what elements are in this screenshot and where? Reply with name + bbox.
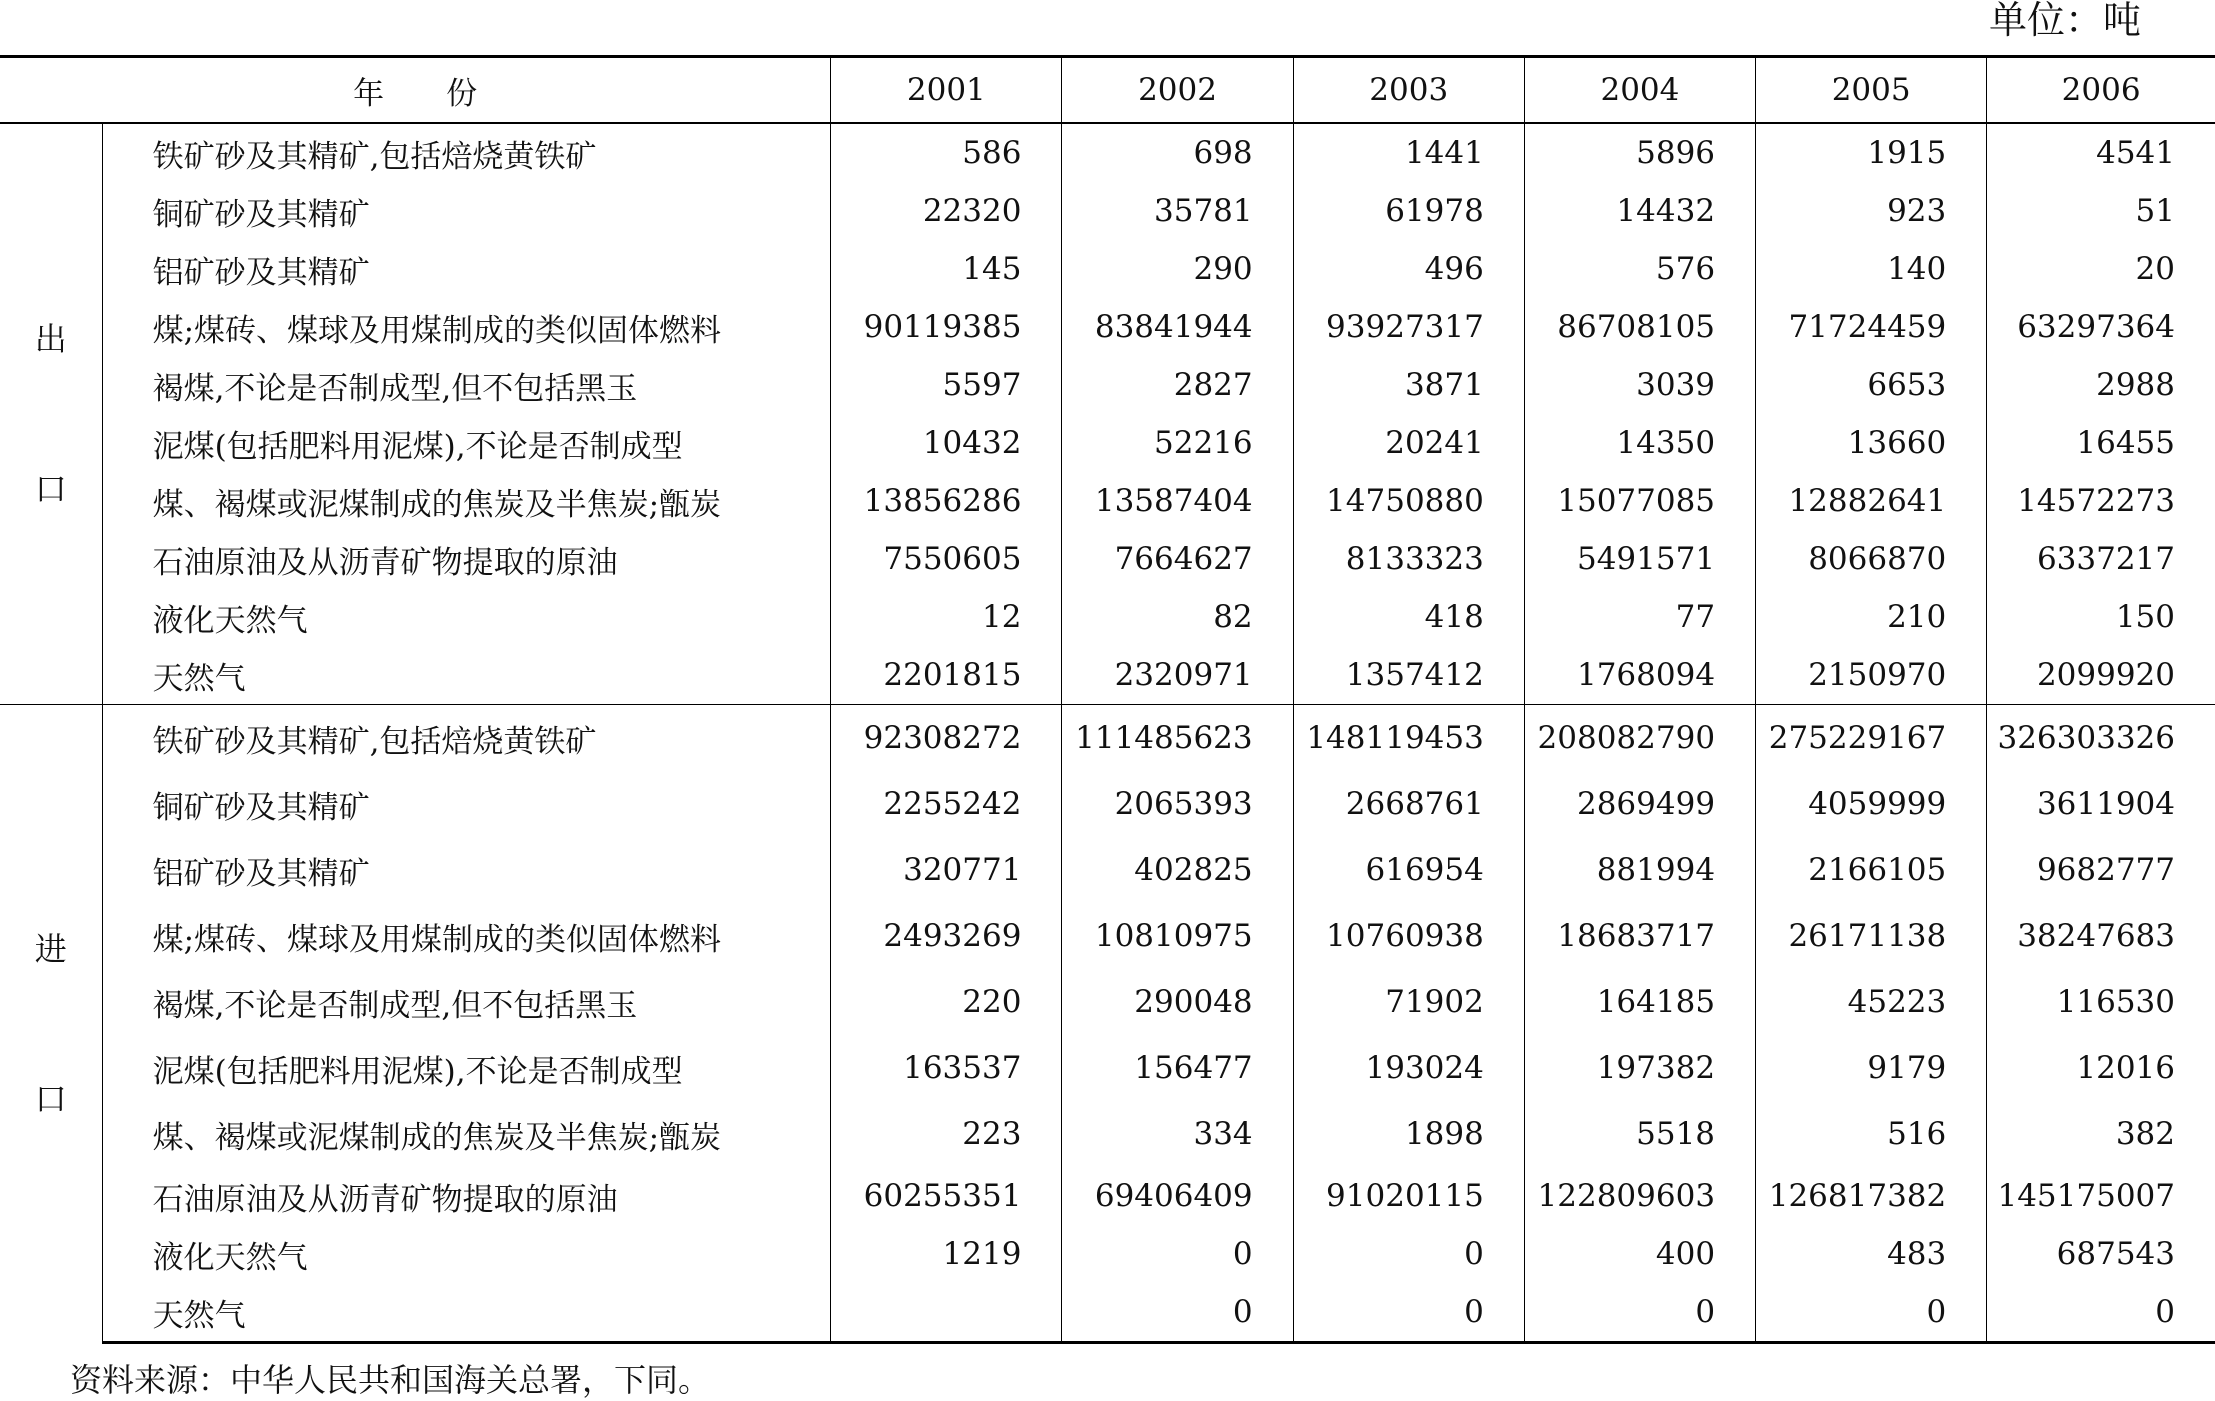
value-cell: 220 <box>831 969 1062 1035</box>
value-cell: 0 <box>1062 1225 1293 1283</box>
value-cell: 150 <box>1987 588 2215 646</box>
table-row <box>0 837 2215 903</box>
commodity-name: 液化天然气 <box>152 602 308 639</box>
commodity-name: 铁矿砂及其精矿,包括焙烧黄铁矿 <box>102 705 831 772</box>
value-cell: 18683717 <box>1524 903 1755 969</box>
table-row <box>0 182 2215 240</box>
commodity-name: 铜矿砂及其精矿 <box>152 196 370 233</box>
value-cell: 290 <box>1062 240 1293 298</box>
value-cell: 116530 <box>1987 969 2215 1035</box>
value-cell: 22320 <box>831 182 1062 240</box>
value-cell: 3871 <box>1293 356 1524 414</box>
value-cell: 334 <box>1062 1101 1293 1167</box>
year-header-2006: 2006 <box>1987 57 2215 124</box>
value-cell: 208082790 <box>1524 705 1755 772</box>
value-cell: 60255351 <box>831 1167 1062 1225</box>
value-cell: 8133323 <box>1293 530 1524 588</box>
value-cell: 12016 <box>1987 1035 2215 1101</box>
value-cell: 193024 <box>1293 1035 1524 1101</box>
value-cell: 483 <box>1756 1225 1987 1283</box>
commodity-name: 铝矿砂及其精矿 <box>152 855 370 892</box>
data-table-container <box>0 55 2215 1344</box>
table-row <box>0 1167 2215 1225</box>
value-cell: 12 <box>831 588 1062 646</box>
value-cell: 20241 <box>1293 414 1524 472</box>
value-cell: 9179 <box>1756 1035 1987 1101</box>
commodity-name: 煤、褐煤或泥煤制成的焦炭及半焦炭;甑炭 <box>152 486 722 523</box>
value-cell: 12882641 <box>1756 472 1987 530</box>
table-row <box>0 472 2215 530</box>
value-cell: 7550605 <box>831 530 1062 588</box>
value-cell: 38247683 <box>1987 903 2215 969</box>
value-cell: 1768094 <box>1524 646 1755 705</box>
year-header-label: 年 份 <box>0 57 831 124</box>
header-row <box>0 57 2215 124</box>
section-label-export <box>0 123 102 705</box>
table-row <box>0 1035 2215 1101</box>
commodity-name: 煤;煤砖、煤球及用煤制成的类似固体燃料 <box>152 312 722 349</box>
value-cell: 2255242 <box>831 771 1062 837</box>
value-cell: 6653 <box>1756 356 1987 414</box>
value-cell: 4059999 <box>1756 771 1987 837</box>
unit-label: 单位：吨 <box>1988 0 2141 42</box>
value-cell: 52216 <box>1062 414 1293 472</box>
table-row <box>0 530 2215 588</box>
value-cell: 2988 <box>1987 356 2215 414</box>
value-cell: 2869499 <box>1524 771 1755 837</box>
value-cell: 382 <box>1987 1101 2215 1167</box>
value-cell: 687543 <box>1987 1225 2215 1283</box>
value-cell: 400 <box>1524 1225 1755 1283</box>
table-row <box>0 646 2215 705</box>
section-label-import <box>0 705 102 1343</box>
value-cell: 71902 <box>1293 969 1524 1035</box>
commodity-name: 铁矿砂及其精矿,包括焙烧黄铁矿 <box>152 138 597 175</box>
value-cell: 51 <box>1987 182 2215 240</box>
commodity-name: 泥煤(包括肥料用泥煤),不论是否制成型 <box>152 428 683 465</box>
value-cell: 320771 <box>831 837 1062 903</box>
value-cell: 126817382 <box>1756 1167 1987 1225</box>
value-cell: 14572273 <box>1987 472 2215 530</box>
value-cell: 164185 <box>1524 969 1755 1035</box>
value-cell: 576 <box>1524 240 1755 298</box>
value-cell: 2065393 <box>1062 771 1293 837</box>
value-cell: 91020115 <box>1293 1167 1524 1225</box>
value-cell: 326303326 <box>1987 705 2215 772</box>
value-cell: 923 <box>1756 182 1987 240</box>
commodity-name: 液化天然气 <box>152 1239 308 1276</box>
value-cell: 223 <box>831 1101 1062 1167</box>
commodity-name: 煤、褐煤或泥煤制成的焦炭及半焦炭;甑炭 <box>152 1119 722 1156</box>
value-cell: 148119453 <box>1293 705 1524 772</box>
value-cell: 1898 <box>1293 1101 1524 1167</box>
value-cell: 14350 <box>1524 414 1755 472</box>
table-row <box>0 903 2215 969</box>
value-cell: 63297364 <box>1987 298 2215 356</box>
value-cell: 13856286 <box>831 472 1062 530</box>
value-cell: 90119385 <box>831 298 1062 356</box>
value-cell: 2150970 <box>1756 646 1987 705</box>
table-row <box>0 298 2215 356</box>
table-row <box>0 969 2215 1035</box>
value-cell: 122809603 <box>1524 1167 1755 1225</box>
value-cell: 0 <box>1756 1283 1987 1343</box>
table-row <box>0 771 2215 837</box>
value-cell: 496 <box>1293 240 1524 298</box>
value-cell: 586 <box>831 123 1062 182</box>
value-cell: 145175007 <box>1987 1167 2215 1225</box>
trade-table <box>0 55 2215 1344</box>
value-cell: 61978 <box>1293 182 1524 240</box>
value-cell: 10760938 <box>1293 903 1524 969</box>
value-cell: 163537 <box>831 1035 1062 1101</box>
year-header-2001: 2001 <box>831 57 1062 124</box>
source-note: 资料来源：中华人民共和国海关总署，下同。 <box>70 1361 711 1399</box>
value-cell: 14432 <box>1524 182 1755 240</box>
value-cell: 45223 <box>1756 969 1987 1035</box>
value-cell: 93927317 <box>1293 298 1524 356</box>
value-cell: 698 <box>1062 123 1293 182</box>
value-cell: 15077085 <box>1524 472 1755 530</box>
value-cell <box>831 1283 1062 1343</box>
value-cell: 5491571 <box>1524 530 1755 588</box>
value-cell: 35781 <box>1062 182 1293 240</box>
value-cell: 0 <box>1293 1283 1524 1343</box>
value-cell: 92308272 <box>831 705 1062 772</box>
commodity-name: 铝矿砂及其精矿 <box>152 254 370 291</box>
value-cell: 26171138 <box>1756 903 1987 969</box>
value-cell: 3611904 <box>1987 771 2215 837</box>
section-label-char: 出 <box>34 320 67 358</box>
value-cell: 2493269 <box>831 903 1062 969</box>
value-cell: 2668761 <box>1293 771 1524 837</box>
value-cell: 616954 <box>1293 837 1524 903</box>
value-cell: 7664627 <box>1062 530 1293 588</box>
section-label-char: 口 <box>34 470 67 508</box>
value-cell: 197382 <box>1524 1035 1755 1101</box>
value-cell: 0 <box>1293 1225 1524 1283</box>
value-cell: 156477 <box>1062 1035 1293 1101</box>
value-cell: 86708105 <box>1524 298 1755 356</box>
value-cell: 5597 <box>831 356 1062 414</box>
value-cell: 516 <box>1756 1101 1987 1167</box>
value-cell: 0 <box>1062 1283 1293 1343</box>
value-cell: 3039 <box>1524 356 1755 414</box>
table-row <box>0 356 2215 414</box>
year-header-2004: 2004 <box>1524 57 1755 124</box>
table-row <box>0 1283 2215 1343</box>
value-cell: 10432 <box>831 414 1062 472</box>
value-cell: 14750880 <box>1293 472 1524 530</box>
value-cell: 111485623 <box>1062 705 1293 772</box>
table-row <box>0 588 2215 646</box>
commodity-name: 泥煤(包括肥料用泥煤),不论是否制成型 <box>152 1053 683 1090</box>
value-cell: 275229167 <box>1756 705 1987 772</box>
value-cell: 77 <box>1524 588 1755 646</box>
value-cell: 881994 <box>1524 837 1755 903</box>
value-cell: 5518 <box>1524 1101 1755 1167</box>
value-cell: 8066870 <box>1756 530 1987 588</box>
table-row <box>0 240 2215 298</box>
commodity-name: 褐煤,不论是否制成型,但不包括黑玉 <box>152 987 638 1024</box>
value-cell: 9682777 <box>1987 837 2215 903</box>
value-cell: 1219 <box>831 1225 1062 1283</box>
commodity-name: 石油原油及从沥青矿物提取的原油 <box>152 544 618 581</box>
year-header-2002: 2002 <box>1062 57 1293 124</box>
section-label-char: 口 <box>34 1079 67 1118</box>
value-cell: 20 <box>1987 240 2215 298</box>
value-cell: 140 <box>1756 240 1987 298</box>
value-cell: 418 <box>1293 588 1524 646</box>
value-cell: 290048 <box>1062 969 1293 1035</box>
commodity-name: 石油原油及从沥青矿物提取的原油 <box>152 1181 618 1218</box>
value-cell: 16455 <box>1987 414 2215 472</box>
commodity-name: 天然气 <box>152 660 246 697</box>
value-cell: 2166105 <box>1756 837 1987 903</box>
value-cell: 10810975 <box>1062 903 1293 969</box>
value-cell: 402825 <box>1062 837 1293 903</box>
value-cell: 1915 <box>1756 123 1987 182</box>
year-header-2005: 2005 <box>1756 57 1987 124</box>
value-cell: 210 <box>1756 588 1987 646</box>
table-row <box>0 1225 2215 1283</box>
commodity-name: 褐煤,不论是否制成型,但不包括黑玉 <box>152 370 638 407</box>
table-row <box>0 414 2215 472</box>
value-cell: 2320971 <box>1062 646 1293 705</box>
value-cell: 13587404 <box>1062 472 1293 530</box>
value-cell: 5896 <box>1524 123 1755 182</box>
value-cell: 69406409 <box>1062 1167 1293 1225</box>
value-cell: 83841944 <box>1062 298 1293 356</box>
value-cell: 4541 <box>1987 123 2215 182</box>
value-cell: 0 <box>1987 1283 2215 1343</box>
value-cell: 13660 <box>1756 414 1987 472</box>
value-cell: 1357412 <box>1293 646 1524 705</box>
value-cell: 2827 <box>1062 356 1293 414</box>
value-cell: 2099920 <box>1987 646 2215 705</box>
commodity-name: 煤;煤砖、煤球及用煤制成的类似固体燃料 <box>152 921 722 958</box>
commodity-name: 铜矿砂及其精矿 <box>152 789 370 826</box>
commodity-name: 天然气 <box>102 1283 831 1343</box>
value-cell: 2201815 <box>831 646 1062 705</box>
value-cell: 0 <box>1524 1283 1755 1343</box>
value-cell: 1441 <box>1293 123 1524 182</box>
table-row <box>0 123 2215 182</box>
year-header-2003: 2003 <box>1293 57 1524 124</box>
value-cell: 145 <box>831 240 1062 298</box>
table-row <box>0 1101 2215 1167</box>
value-cell: 82 <box>1062 588 1293 646</box>
section-label-char: 进 <box>34 929 67 968</box>
table-row <box>0 705 2215 772</box>
table-body <box>0 123 2215 1343</box>
value-cell: 71724459 <box>1756 298 1987 356</box>
value-cell: 6337217 <box>1987 530 2215 588</box>
